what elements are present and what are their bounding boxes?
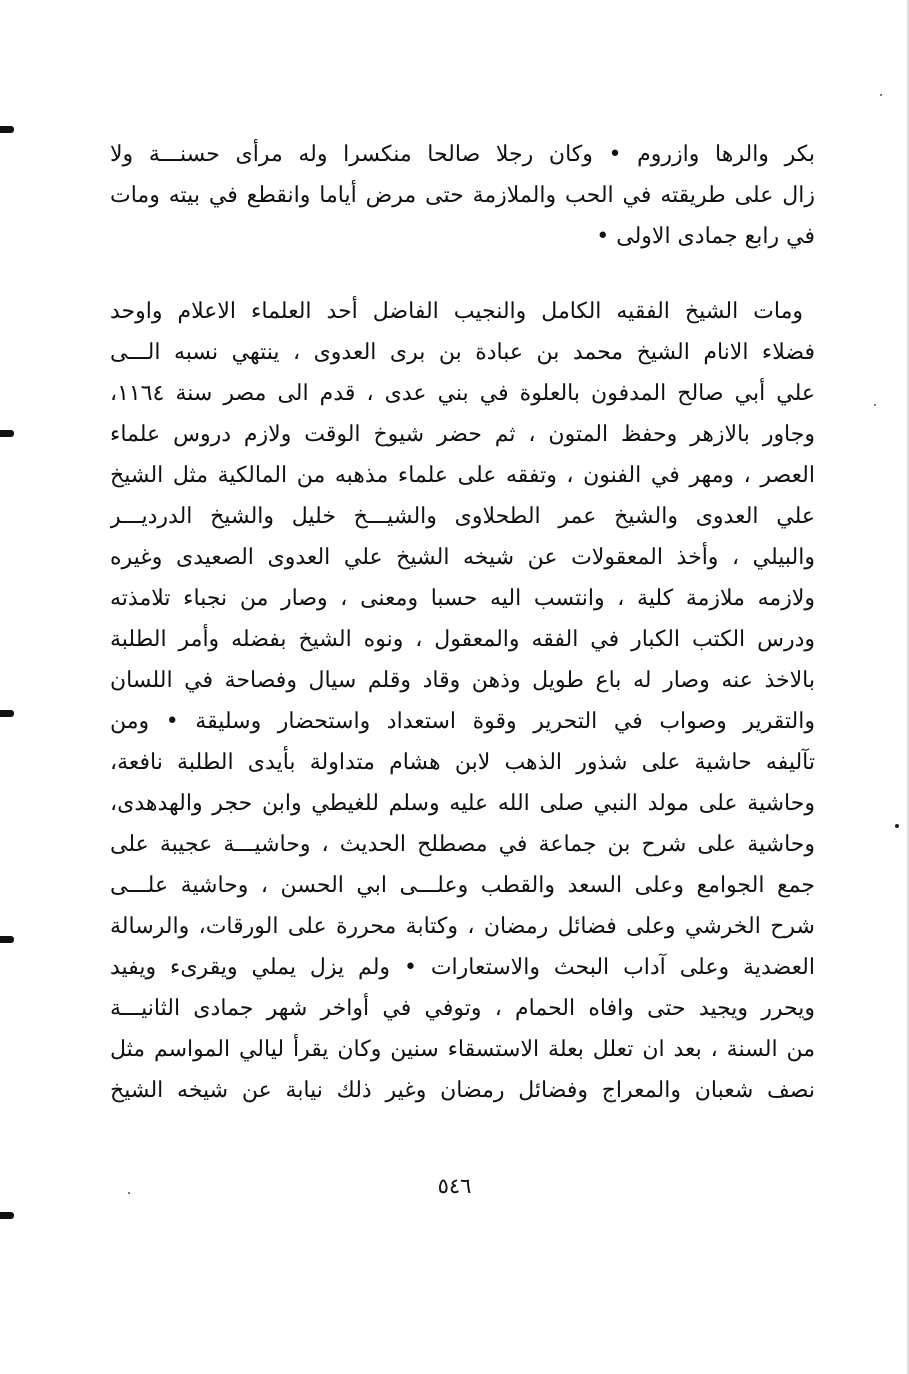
- text-line: جمع الجوامع وعلى السعد والقطب وعلـــى ابي الحسن ، وحاشية علـــى: [110, 873, 815, 898]
- scan-dot: [895, 824, 899, 828]
- text-line: وجاور بالازهر وحفظ المتون ، ثم حضر شيوخ الوقت ولازم دروس علماء: [110, 422, 815, 447]
- text-line: ويحرر ويجيد حتى وافاه الحمام ، وتوفي في أواخر شهر جمادى الثانيـــة: [110, 996, 815, 1021]
- text-line: تآليفه حاشية على شذور الذهب لابن هشام متداولة بأيدى الطلبة نافعة،: [110, 750, 815, 775]
- text-line: ودرس الكتب الكبار في الفقه والمعقول ، ونوه الشيخ بفضله وأمر الطلبة: [110, 627, 815, 652]
- text-line: العصر ، ومهر في الفنون ، وتفقه على علماء مذهبه من المالكية مثل الشيخ: [110, 463, 815, 488]
- text-line: ومات الشيخ الفقيه الكامل والنجيب الفاضل أحد العلماء الاعلام واوحد: [110, 299, 803, 324]
- text-line: بالاخذ عنه وصار له باع طويل وذهن وقاد وقلم سيال وفصاحة في اللسان: [110, 668, 815, 693]
- text-line: العضدية وعلى آداب البحث والاستعارات • ولم يزل يملي ويقرىء ويفيد: [110, 955, 815, 980]
- binding-mark: [0, 1212, 14, 1219]
- text-line: فضلاء الانام الشيخ محمد بن عبادة بن برى العدوى ، ينتهي نسبه الـــى: [110, 340, 815, 365]
- paragraph-gap: [110, 257, 815, 291]
- text-line: في رابع جمادى الاولى •: [596, 224, 815, 249]
- binding-mark: [0, 710, 14, 717]
- text-line: نصف شعبان والمعراج وفضائل رمضان وغير ذلك نيابة عن شيخه الشيخ: [110, 1078, 815, 1103]
- text-line: علي أبي صالح المدفون بالعلوة في بني عدى ، قدم الى مصر سنة ١١٦٤،: [110, 381, 815, 406]
- binding-mark: [0, 430, 14, 437]
- text-line: علي العدوى والشيخ عمر الطحلاوى والشيـــخ خليل والشيخ الدرديـــر: [110, 504, 815, 529]
- text-line: شرح الخرشي وعلى فضائل رمضان ، وكتابة محررة على الورقات، والرسالة: [110, 914, 815, 939]
- scan-speck: [880, 94, 882, 96]
- text-line: وحاشية على شرح بن جماعة في مصطلح الحديث ، وحاشيـــة عجيبة على: [110, 832, 815, 857]
- text-line: زال على طريقته في الحب والملازمة حتى مرض أياما وانقطع في بيته ومات: [110, 183, 815, 208]
- scan-speck: [874, 404, 876, 406]
- text-line: والتقرير وصواب في التحرير وقوة استعداد واستحضار وسليقة • ومن: [110, 709, 815, 734]
- main-text: [110, 134, 815, 1111]
- binding-mark: [0, 936, 14, 943]
- text-line: بكر والرها وازروم • وكان رجلا صالحا منكسرا وله مرأى حسنـــة ولا: [110, 142, 815, 167]
- binding-mark: [0, 126, 14, 133]
- paragraph: [110, 134, 815, 257]
- text-line: من السنة ، بعد ان تعلل بعلة الاستسقاء سنين وكان يقرأ ليالي المواسم مثل: [110, 1037, 815, 1062]
- text-line: والبيلي ، وأخذ المعقولات عن شيخه الشيخ علي العدوى الصعيدى وغيره: [110, 545, 815, 570]
- text-line: وحاشية على مولد النبي صلى الله عليه وسلم للغيطي وابن حجر والهدهدى،: [110, 791, 815, 816]
- page-number: ٥٤٦: [437, 1174, 472, 1198]
- text-line: ولازمه ملازمة كلية ، وانتسب اليه حسبا ومعنى ، وصار من نجباء تلامذته: [110, 586, 815, 611]
- paragraph: [110, 291, 815, 1111]
